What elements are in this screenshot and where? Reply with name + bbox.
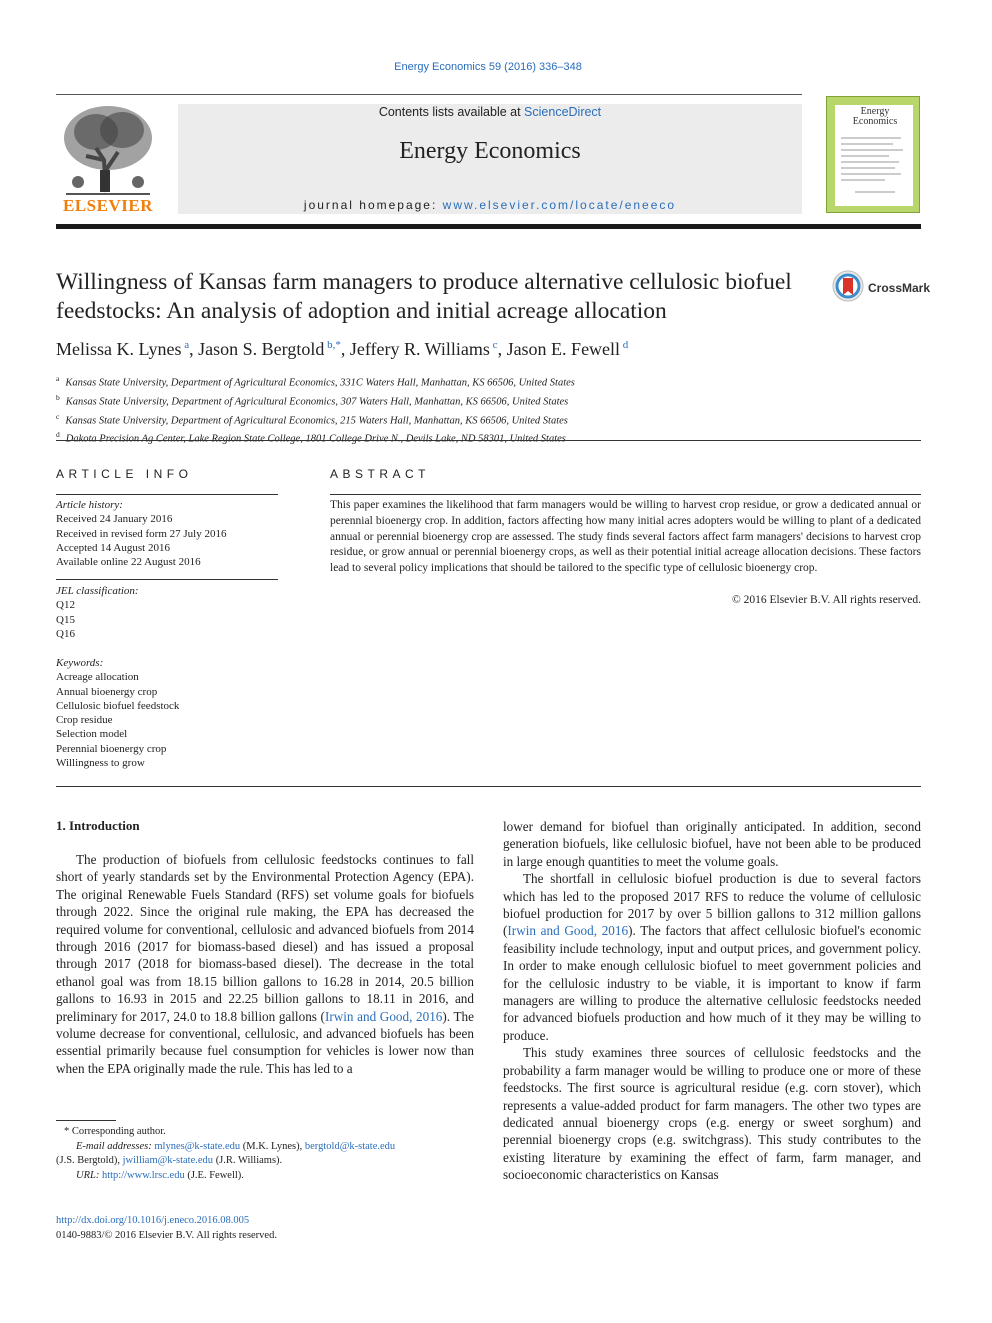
article-info-heading: ARTICLE INFO xyxy=(56,467,193,481)
keyword-item: Crop residue xyxy=(56,714,113,727)
email-line-cont: (J.S. Bergtold), jwilliam@k-state.edu (J.R. Williams). xyxy=(56,1155,283,1166)
jel-code: Q16 xyxy=(56,627,75,640)
keyword-item: Cellulosic biofuel feedstock xyxy=(56,699,180,712)
author-name[interactable]: Jason E. Fewell xyxy=(506,339,621,359)
affiliation-item: $^a$ Kansas State University, Department of Agricultural Economics, 331C Waters Hall, Manhattan, KS 66506, United States xyxy=(56,374,575,389)
doi-link[interactable]: http://dx.doi.org/10.1016/j.eneco.2016.08.005 xyxy=(56,1215,250,1226)
journal-homepage-link[interactable]: www.elsevier.com/locate/eneeco xyxy=(442,198,677,212)
author-affiliation-mark[interactable]: c xyxy=(492,339,498,351)
journal-cover-thumbnail[interactable] xyxy=(826,96,920,213)
sciencedirect-link[interactable]: ScienceDirect xyxy=(524,105,602,119)
keyword-item: Selection model xyxy=(56,728,128,741)
doi-block xyxy=(56,1214,277,1243)
contents-prefix: Contents lists available at xyxy=(378,105,525,119)
history-item: Accepted 14 August 2016 xyxy=(56,541,170,554)
keyword-item: Perennial bioenergy crop xyxy=(56,742,167,755)
article-title: Willingness of Kansas farm managers to produce alternative cellulosic biofuel feedstocks: An analysis of adoption and initial acreage allocation xyxy=(56,269,792,324)
affiliations xyxy=(56,372,575,447)
keyword-item: Annual bioenergy crop xyxy=(56,685,158,698)
header-rule xyxy=(56,94,802,95)
email-line: E-mail addresses: mlynes@k-state.edu (M.K. Lynes), bergtold@k-state.edu xyxy=(76,1140,396,1152)
history-label: Article history: xyxy=(56,499,123,511)
crossmark-label[interactable]: CrossMark xyxy=(868,281,931,295)
author-name[interactable]: Jeffery R. Williams xyxy=(349,339,490,359)
jel-label: JEL classification: xyxy=(56,585,139,597)
paragraph: This study examines three sources of cellulosic feedstocks and the probability a farm manager would be willing to produce one or more of these feedstocks. The first source is agricultural residue (e.g. corn stover), which represents a value-added product for farm managers. The other two types are dedicated annual bioenergy crops (e.g. energy or sweet sorghum) and perennial bioenergy crops (e.g. switchgrass). This study contributes to the existing literature by examining the effect of farm, farm manager, and socioeconomic characteristics on Kansas xyxy=(503,1045,921,1183)
divider xyxy=(56,494,278,495)
history-item: Received in revised form 27 July 2016 xyxy=(56,527,227,540)
keywords-label: Keywords: xyxy=(56,657,104,669)
issn-copyright: 0140-9883/© 2016 Elsevier B.V. All rights reserved. xyxy=(56,1229,277,1241)
url-line: URL: http://www.lrsc.edu (J.E. Fewell). xyxy=(76,1169,244,1181)
abstract-copyright: © 2016 Elsevier B.V. All rights reserved. xyxy=(732,594,921,606)
keyword-item: Acreage allocation xyxy=(56,671,139,684)
article-history xyxy=(56,498,226,569)
footnote-rule xyxy=(56,1120,116,1121)
keywords xyxy=(56,656,179,770)
author-name[interactable]: Jason S. Bergtold xyxy=(198,339,325,359)
divider xyxy=(56,440,921,441)
keyword-item: Willingness to grow xyxy=(56,757,145,770)
affiliation-item: d xyxy=(56,430,60,440)
author-affiliation-mark[interactable]: b,* xyxy=(327,339,341,351)
corresponding-author-note: * Corresponding author. xyxy=(64,1126,166,1137)
abstract-heading: ABSTRACT xyxy=(330,467,431,481)
paragraph: lower demand for biofuel than originally anticipated. In addition, second generation biofuels, like cellulosic biofuel, have not been able to be produced in large enough quantities to meet the volume goals. xyxy=(503,819,921,869)
divider xyxy=(56,786,921,787)
paragraph: The shortfall in cellulosic biofuel production is due to several factors which has led to the proposed 2017 RFS to reduce the volume of cellulosic biofuel production for 2017 by over 5 billion gallons to 312 million gallons (Irwin and Good, 2016). The factors that affect cellulosic biofuel's economic feasibility include technology, input and output prices, and government policy. In order to make enough cellulosic biofuel to meet government policies and for the cellulosic industry to be viable, it is important to know if farm managers are willing to produce the alternative cellulosic feedstocks needed for advanced biofuels production and how much of it they may be willing to produce. xyxy=(503,871,921,1043)
journal-name: Energy Economics xyxy=(399,138,581,164)
citation-link[interactable]: Irwin and Good, 2016 xyxy=(324,1008,443,1024)
cover-title: Energy Economics xyxy=(852,106,898,127)
history-item: Available online 22 August 2016 xyxy=(56,556,201,569)
body-column-left xyxy=(56,851,474,1077)
paragraph: The production of biofuels from cellulosic feedstocks continues to fall short of yearly standards set by the Environmental Protection Agency (EPA). The original Renewable Fuels Standard (RFS) set volume goals for biofuels through 2022. Since the original rule making, the EPA has decreased the required volume for conventional, cellulosic and advanced biofuels from 2014 through 2016 (2017 for biomass-based diesel) and has issued a proposal through 2017 (2018 for biomass-based diesel). The decrease in the total ethanol goal was from 18.15 billion gallons to 16.28 in 2014, 20.5 billion gallons to 16.93 in 2015 and 22.25 billion gallons to 18.11 in 2016, and preliminary for 2017, 24.0 to 18.8 billion gallons (Irwin and Good, 2016). The volume decrease for conventional, cellulosic, and advanced biofuels has been essential primarily because fuel consumption for vehicles is lower now than when the EPA originally made the rule. This has led to a xyxy=(56,852,474,1076)
divider xyxy=(56,579,278,580)
homepage-prefix: journal homepage: xyxy=(303,198,443,212)
elsevier-wordmark: ELSEVIER xyxy=(63,196,153,215)
journal-homepage-line xyxy=(178,198,802,212)
citation-link[interactable]: Irwin and Good, 2016 xyxy=(507,923,629,939)
journal-citation-link[interactable]: Energy Economics 59 (2016) 336–348 xyxy=(394,61,582,73)
jel-code: Q12 xyxy=(56,599,75,612)
section-heading-introduction: 1. Introduction xyxy=(56,818,140,833)
email-link[interactable]: bergtold@k-state.edu xyxy=(304,1140,396,1152)
affiliation-item: $^c$ Kansas State University, Department of Agricultural Economics, 215 Waters Hall, Manhattan, KS 66506, United States xyxy=(56,411,568,427)
author-name[interactable]: Melissa K. Lynes xyxy=(56,339,182,359)
jel-classification xyxy=(56,584,139,641)
email-link[interactable]: jwilliam@k-state.edu xyxy=(122,1155,214,1166)
author-affiliation-mark[interactable]: a xyxy=(184,339,190,351)
affiliation-item: $^b$ Kansas State University, Department of Agricultural Economics, 307 Waters Hall, Manhattan, KS 66506, United States xyxy=(56,392,569,408)
body-column-right xyxy=(503,818,921,1184)
history-item: Received 24 January 2016 xyxy=(56,513,173,526)
author-affiliation-mark[interactable]: d xyxy=(622,339,629,351)
url-link[interactable]: http://www.lrsc.edu xyxy=(101,1169,185,1181)
contents-line xyxy=(178,105,802,119)
email-link[interactable]: mlynes@k-state.edu xyxy=(154,1140,241,1152)
abstract-text: This paper examines the likelihood that farm managers would be willing to harvest crop residue, or grow a dedicated annual or perennial bioenergy crop. In addition, factors affecting how many initial acres adopters would be willing to plant of a dedicated annual or perennial bioenergy crop are assessed. The study finds several factors affect farm managers' decisions to harvest crop residue, or grow annual or perennial bioenergy crops, as well as their potential initial acreage allocation decisions. These factors lead to several policy implications that should be tailored to the specific type of cellulosic bioenergy crop. xyxy=(330,499,921,575)
header-thick-rule xyxy=(56,224,921,229)
divider xyxy=(330,494,921,495)
crossmark-icon[interactable] xyxy=(832,270,864,302)
footnotes xyxy=(56,1125,476,1183)
author-list: Melissa K. Lynes $^a$, Jason S. Bergtold $^{b,*}$, Jeffery R. Williams $^c$, Jason E. Fewell $^d$ xyxy=(56,339,629,359)
jel-code: Q15 xyxy=(56,613,75,626)
